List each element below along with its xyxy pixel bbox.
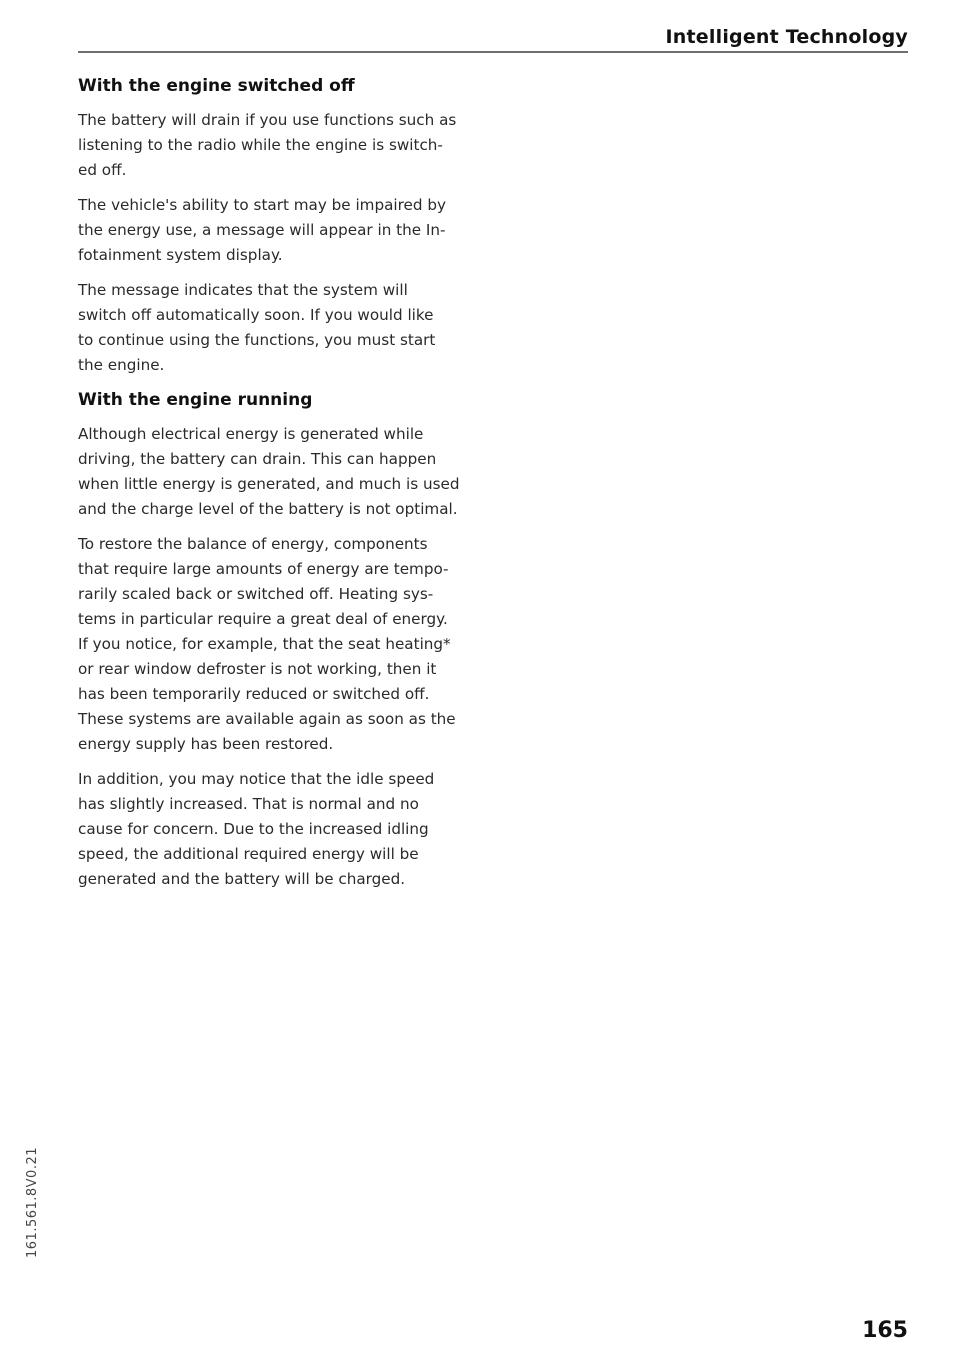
paragraph: The battery will drain if you use functions such as listening to the radio while the engine is switch- ed off. [78,111,457,179]
header-divider [78,51,908,53]
main-content [78,74,488,902]
document-code: 161.561.8V0.21 [25,1147,40,1258]
section-title: Intelligent Technology [665,26,908,48]
paragraph: Although electrical energy is generated while driving, the battery can drain. This can happen when little energy is generated, and much is used and the charge level of the battery is not optimal. [78,425,460,518]
paragraph: The vehicle's ability to start may be impaired by the energy use, a message will appear in the In- fotainment system display. [78,196,446,264]
paragraph: To restore the balance of energy, components that require large amounts of energy are tempo- rarily scaled back or switched off. Heating sys- tems in particular require a great deal of energy. If you notice, for example, that the seat heating* or rear window defroster is not working, then it has been temporarily reduced or switched off. These systems are available again as soon as the energy supply has been restored. [78,535,456,753]
paragraph: The message indicates that the system will switch off automatically soon. If you would like to continue using the functions, you must start the engine. [78,281,436,374]
section-heading-engine-running: With the engine running [78,390,313,410]
section-heading-engine-off: With the engine switched off [78,76,355,96]
page-number: 165 [862,1318,908,1343]
paragraph: In addition, you may notice that the idle speed has slightly increased. That is normal and no cause for concern. Due to the increased idling speed, the additional required energy will be generated and the battery will be charged. [78,770,435,888]
